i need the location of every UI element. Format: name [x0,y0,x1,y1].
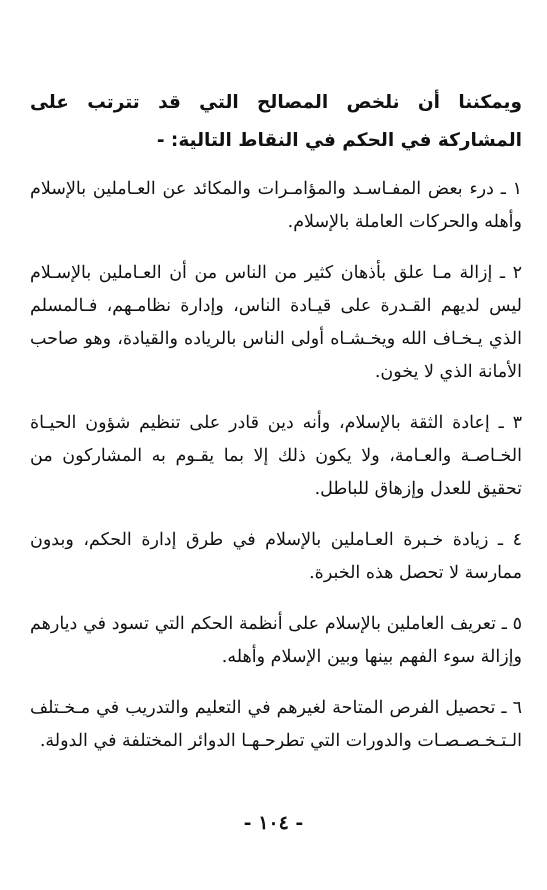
page-number: - ١٠٤ - [243,812,304,834]
list-item: ٢ ـ إزالة مـا علق بأذهان كثير من الناس من أن العـاملين بالإسـلام ليس لديهم القـدرة على قيـادة الناس، وإدارة نظامـهم، فـالمسلم الذي يـخـاف الله ويخـشـاه أولى الناس بالرياده والقيادة، وهو صاحب الأمانة الذي لا يخون. [30,263,522,382]
list-item: ٥ ـ تعريف العاملين بالإسلام على أنظمة الحكم التي تسود في ديارهم وإزالة سوء الفهم بينها وبين الإسلام وأهله. [30,614,522,667]
list-item: ١ ـ درء بعض المفـاسـد والمؤامـرات والمكائد عن العـاملين بالإسلام وأهله والحركات العاملة بالإسلام. [30,179,522,232]
page-body [30,84,522,776]
intro-paragraph: ويمكننا أن نلخص المصالح التي قد تترتب على المشاركة في الحكم في النقاط التالية: - [30,92,522,151]
list-item: ٣ ـ إعادة الثقة بالإسلام، وأنه دين قادر على تنظيم شؤون الحيـاة الخـاصـة والعـامة، ولا يكون ذلك إلا بما يقـوم به المشاركون من تحقيق للعدل وإزهاق للباطل. [30,413,522,499]
list-item: ٦ ـ تحصيل الفرص المتاحة لغيرهم في التعليم والتدريب في مـخـتلف الـتـخـصـصـات والدورات التي تطرحـهـا الدوائر المختلفة في الدولة. [30,698,522,751]
list-item: ٤ ـ زيادة خـبرة العـاملين بالإسلام في طرق إدارة الحكم، وبدون ممارسة لا تحصل هذه الخبرة. [30,530,522,583]
